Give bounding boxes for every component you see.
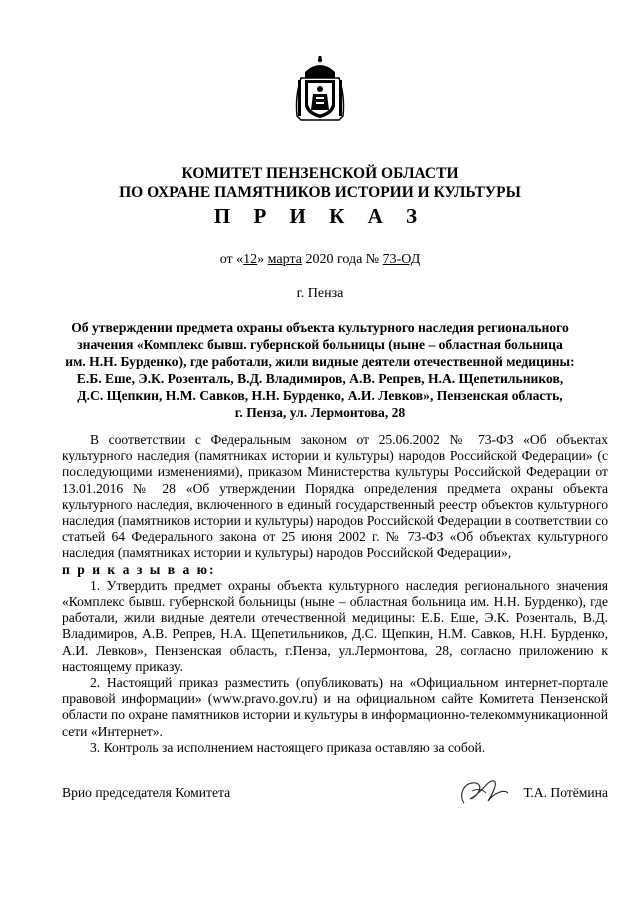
order-item-3: 3. Контроль за исполнением настоящего приказа оставляю за собой. (90, 739, 486, 755)
subject-line-3: им. Н.Н. Бурденко), где работали, жили видные деятели отечественной медицины: (65, 354, 575, 369)
committee-name (0, 164, 640, 202)
order-date-number (0, 252, 640, 268)
signature-block (62, 785, 608, 807)
committee-line-1: КОМИТЕТ ПЕНЗЕНСКОЙ ОБЛАСТИ (181, 165, 459, 182)
order-item-1: 1. Утвердить предмет охраны объекта культурного наследия регионального значения «Комплекс бывш. губернской больницы (ныне – областная больница им. Н.Н. Бурденко), где работали, жили видные деятели отечественной медицины: Е.Б. Еше, Э.К. Розенталь, В.Д. Владимиров, А.В. Репрев, Н.А. Щепетильников, Д.С. Щепкин, Н.М. Савков, Н.Н. Бурденко, А.И. Левков», Пензенская область, г.Пенза, ул.Лермонтова, 28, согласно приложению к настоящему приказу. (62, 577, 608, 674)
order-subject (62, 319, 578, 421)
subject-line-5: Д.С. Щепкин, Н.М. Савков, Н.Н. Бурденко, А.И. Левков», Пензенская область, (77, 388, 563, 403)
signatory-position: Врио председателя Комитета (62, 785, 231, 800)
subject-line-1: Об утверждении предмета охраны объекта культурного наследия регионального (71, 320, 569, 335)
signatory-name: Т.А. Потёмина (523, 785, 608, 800)
order-month: марта (267, 252, 302, 267)
body-intro: В соответствии с Федеральным законом от 25.06.2002 № 73-ФЗ «Об объектах культурного наследия (памятниках истории и культуры) народов Российской Федерации» (с последующими изменениями), приказом Министерства культуры Российской Федерации от 13.01.2016 № 28 «Об утверждении Порядка определения предмета охраны объекта культурного наследия, включенного в единый государственный реестр объектов культурного наследия (памятников истории и культуры) народов Российской Федерации в соответствии со статьей 64 Федерального закона от 25 июня 2002 г. № 73-ФЗ «Об объектах культурного наследия (памятниках истории и культуры) народов Российской Федерации», (62, 432, 608, 561)
decree-word: п р и к а з ы в а ю: (62, 561, 216, 577)
order-number: 73-ОД (382, 252, 421, 267)
order-city: г. Пенза (296, 286, 344, 301)
handwritten-signature (454, 773, 514, 809)
subject-line-2: значения «Комплекс бывш. губернской больницы (ныне – областная больница (77, 337, 563, 352)
committee-line-2: ПО ОХРАНЕ ПАМЯТНИКОВ ИСТОРИИ И КУЛЬТУРЫ (119, 184, 521, 201)
document-type-title: П Р И К А З (213, 204, 427, 228)
order-body (62, 432, 608, 756)
order-prefix: от « (219, 252, 244, 267)
order-item-2: 2. Настоящий приказ разместить (опубликовать) на «Официальном интернет-портале правовой информации» (www.pravo.gov.ru) и на официальном сайте Комитета Пензенской области по охране памятников истории и культуры в информационно-телекоммуникационной сети «Интернет». (62, 675, 608, 739)
subject-line-6: г. Пенза, ул. Лермонтова, 28 (234, 405, 406, 420)
order-day: 12 (243, 252, 258, 267)
coat-of-arms-emblem (291, 56, 349, 122)
order-mid-1: » (257, 252, 268, 267)
order-mid-2: 2020 года № (301, 252, 383, 267)
subject-line-4: Е.Б. Еше, Э.К. Розенталь, В.Д. Владимиров, А.В. Репрев, Н.А. Щепетильников, (76, 371, 564, 386)
